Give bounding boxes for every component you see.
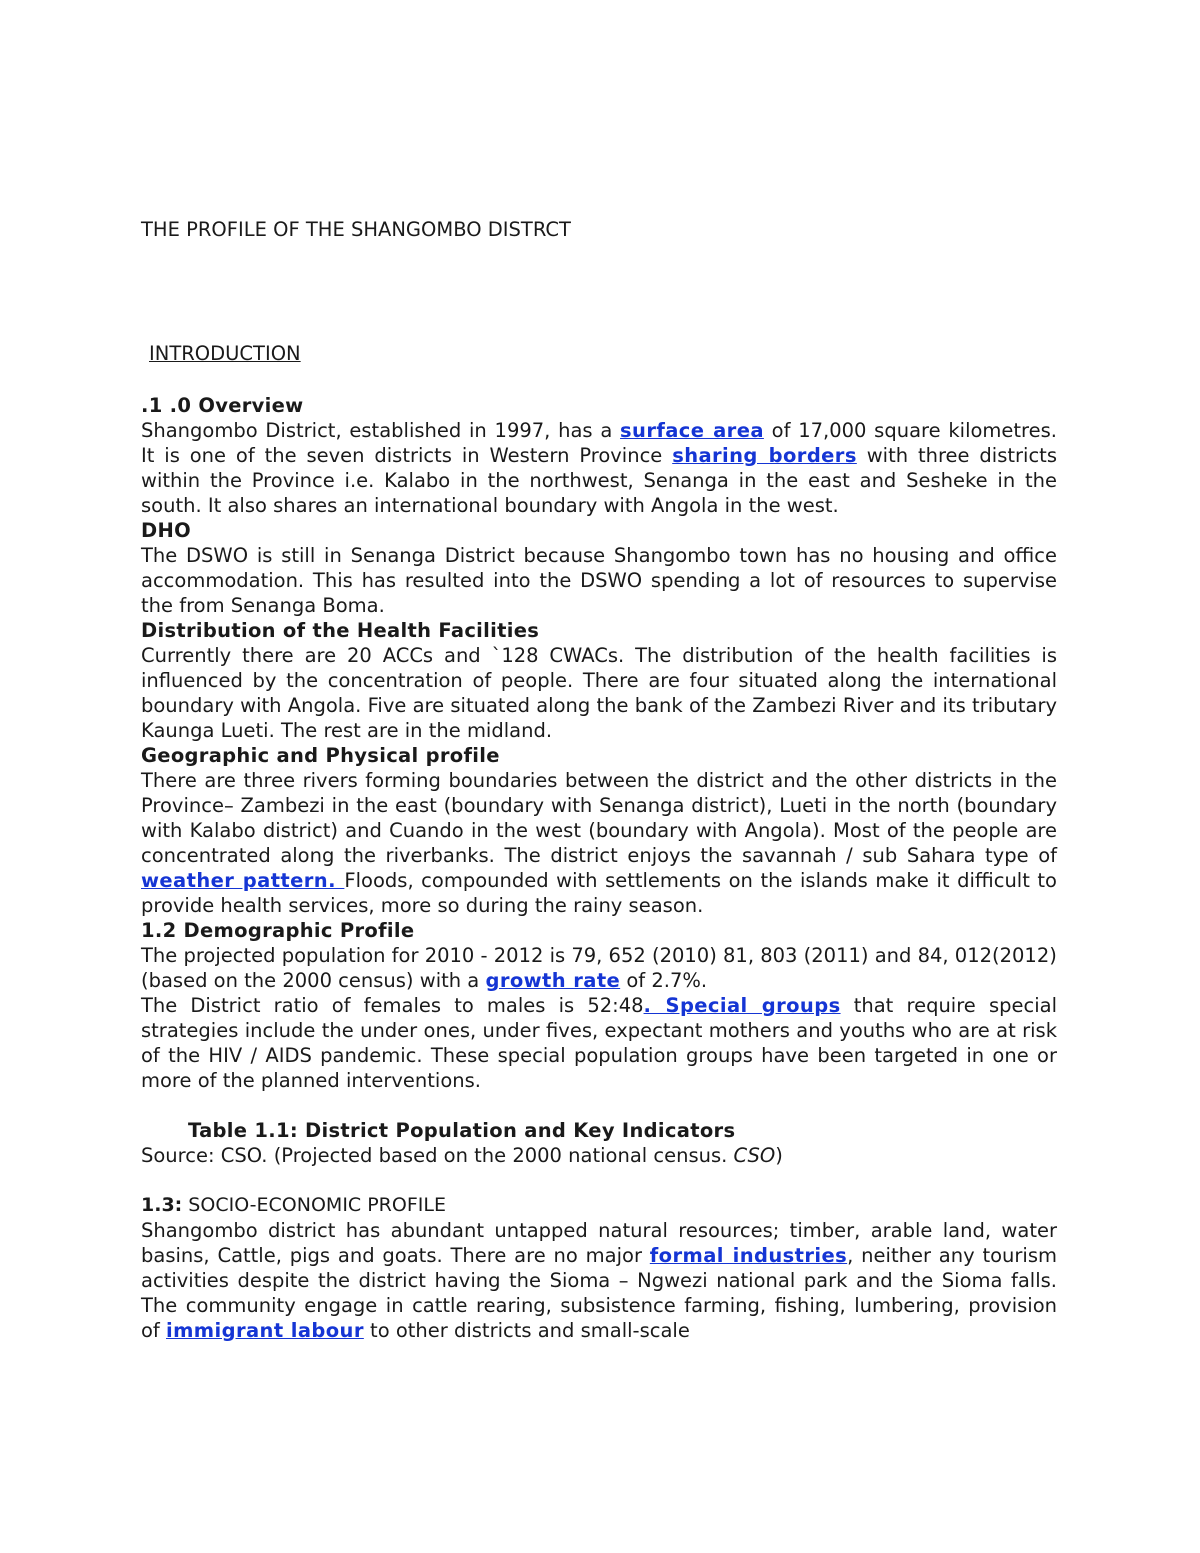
health-facilities-heading: Distribution of the Health Facilities xyxy=(141,619,540,642)
document-title: THE PROFILE OF THE SHANGOMBO DISTRCT xyxy=(141,218,571,241)
demographic-text-3: The District ratio of females to males is 52:48 xyxy=(141,994,644,1017)
formal-industries-link[interactable]: formal industries xyxy=(649,1244,848,1267)
overview-text-2: of 17,000 square kilometres. It is one of the seven districts in Western Province xyxy=(141,419,1057,467)
overview-paragraph xyxy=(141,418,1057,518)
socio-economic-text-2: , neither any tourism activities despite the district having the Sioma – Ngwezi national park and the Sioma falls. The community engage in cattle rearing, subsistence farming, fishing, lumbering, provision of xyxy=(141,1244,1057,1342)
table-source-italic: CSO xyxy=(733,1144,776,1167)
table-source-text: Source: CSO. (Projected based on the 2000 national census. xyxy=(141,1144,734,1167)
table-source xyxy=(141,1143,1057,1168)
surface-area-link[interactable]: surface area xyxy=(620,419,764,442)
geographic-heading: Geographic and Physical profile xyxy=(141,744,500,767)
table-caption: Table 1.1: District Population and Key Indicators xyxy=(188,1119,736,1142)
spacer xyxy=(141,1093,1057,1118)
weather-pattern-link[interactable]: weather pattern. xyxy=(141,869,345,892)
document-body xyxy=(141,393,1057,1343)
dho-paragraph: The DSWO is still in Senanga District because Shangombo town has no housing and office accommodation. This has resulted into the DSWO spending a lot of resources to supervise the from Senanga Boma. xyxy=(141,544,1057,617)
socio-economic-heading xyxy=(141,1193,1057,1218)
geographic-text-1: There are three rivers forming boundaries between the district and the other districts in the Province– Zambezi in the east (boundary with Senanga district), Lueti in the north (boundary with Kalabo district) and Cuando in the west (boundary with Angola). Most of the people are concentrated along the riverbanks. The district enjoys the savannah / sub Sahara type of xyxy=(141,769,1057,867)
demographic-paragraph-1 xyxy=(141,943,1057,993)
demographic-text-1: The projected population for 2010 - 2012 is 79, 652 (2010) 81, 803 (2011) and 84, 012(2012)(based on the 2000 census) with a xyxy=(141,944,1057,992)
immigrant-labour-link[interactable]: immigrant labour xyxy=(166,1319,364,1342)
demographic-text-4: that require special strategies include the under ones, under fives, expectant mothers and youths who are at risk of the HIV / AIDS pandemic. These special population groups have been targeted in one or more of the planned interventions. xyxy=(141,994,1058,1092)
overview-text-3: with three districts within the Province i.e. Kalabo in the northwest, Senanga in the east and Sesheke in the south. It also shares an international boundary with Angola in the west. xyxy=(141,444,1057,517)
socio-economic-text-3: to other districts and small-scale xyxy=(363,1319,690,1342)
demographic-text-2: of 2.7%. xyxy=(620,969,708,992)
dho-heading: DHO xyxy=(141,519,191,542)
table-source-close: ) xyxy=(775,1144,783,1167)
demographic-heading: 1.2 Demographic Profile xyxy=(141,919,415,942)
special-groups-link[interactable]: . Special groups xyxy=(643,994,841,1017)
geographic-paragraph xyxy=(141,768,1057,918)
demographic-paragraph-2 xyxy=(141,993,1057,1093)
geographic-text-2: Floods, compounded with settlements on the islands make it difficult to provide health services, more so during the rainy season. xyxy=(141,869,1057,917)
socio-economic-number: 1.3: xyxy=(141,1194,183,1216)
sharing-borders-link[interactable]: sharing borders xyxy=(672,444,857,467)
socio-economic-text-1: Shangombo district has abundant untapped natural resources; timber, arable land, water basins, Cattle, pigs and goats. There are no major xyxy=(141,1219,1057,1267)
growth-rate-link[interactable]: growth rate xyxy=(485,969,621,992)
health-facilities-paragraph: Currently there are 20 ACCs and `128 CWACs. The distribution of the health facilities is influenced by the concentration of people. There are four situated along the international boundary with Angola. Five are situated along the bank of the Zambezi River and its tributary Kaunga Lueti. The rest are in the midland. xyxy=(141,644,1057,742)
introduction-heading: INTRODUCTION xyxy=(149,342,301,365)
spacer xyxy=(141,1168,1057,1193)
socio-economic-title: SOCIO-ECONOMIC PROFILE xyxy=(182,1194,446,1216)
overview-text-1: Shangombo District, established in 1997, has a xyxy=(141,419,621,442)
overview-heading: .1 .0 Overview xyxy=(141,394,304,417)
socio-economic-paragraph xyxy=(141,1218,1057,1343)
